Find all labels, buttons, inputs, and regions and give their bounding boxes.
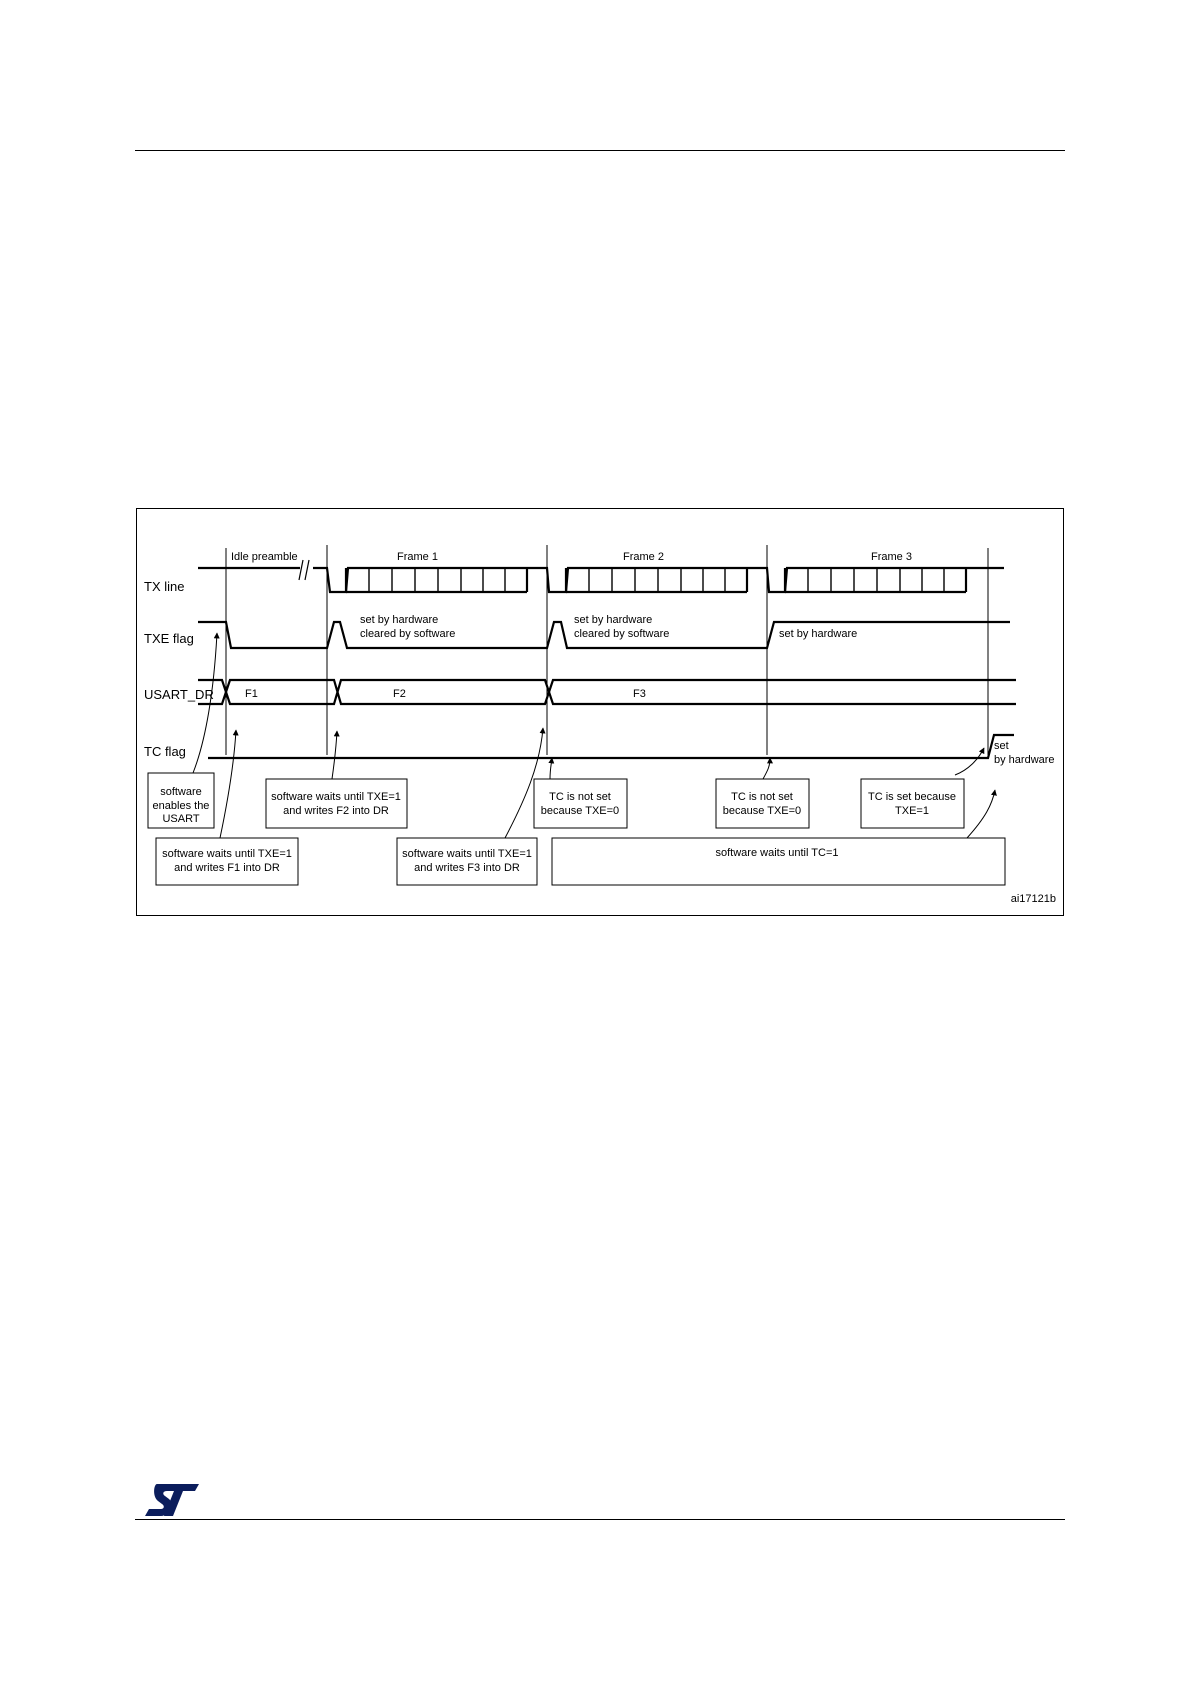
callout-enable-text-2: enables the xyxy=(152,800,210,812)
label-tc-flag: TC flag xyxy=(144,744,186,759)
note-tc-by-hardware: by hardware xyxy=(994,754,1055,766)
tx-bit-cells xyxy=(369,568,944,592)
reference-lines xyxy=(226,545,988,755)
arrow-tc-set-2-icon xyxy=(955,748,984,775)
tx-line-waveform xyxy=(198,568,1004,592)
callout-tc2-text-1: TC is not set xyxy=(731,791,793,803)
callout-f3-text-1: software waits until TXE=1 xyxy=(402,848,532,860)
note-txe-2-cleared: cleared by software xyxy=(574,628,670,640)
arrow-tc-set-icon xyxy=(967,790,995,838)
arrow-f1-icon xyxy=(220,730,236,838)
label-frame-3: Frame 3 xyxy=(871,551,912,563)
label-txe-flag: TXE flag xyxy=(144,631,194,646)
callout-f3-text-2: and writes F3 into DR xyxy=(414,862,520,874)
callout-wait-tc-text: software waits until TC=1 xyxy=(715,847,839,859)
label-tx-line: TX line xyxy=(144,579,185,594)
note-txe-1-cleared: cleared by software xyxy=(360,628,456,640)
callout-write-f2 xyxy=(266,779,407,828)
callout-tcset-text-2: TXE=1 xyxy=(895,805,929,817)
callout-tcset-text-1: TC is set because xyxy=(867,791,957,803)
callout-tc1-text-2: because TXE=0 xyxy=(540,805,620,817)
arrow-tc-2-icon xyxy=(763,758,770,779)
label-f1: F1 xyxy=(245,688,258,700)
label-usart-dr: USART_DR xyxy=(144,687,214,702)
callout-f1-text-1: software waits until TXE=1 xyxy=(162,848,292,860)
note-tc-set: set xyxy=(994,740,1009,752)
note-txe-1-set: set by hardware xyxy=(360,614,439,626)
callout-f1-text-2: and writes F1 into DR xyxy=(174,862,280,874)
callout-tc-set xyxy=(861,779,964,828)
label-f2: F2 xyxy=(393,688,406,700)
arrow-tc-1-icon xyxy=(550,758,552,779)
note-txe-3-set: set by hardware xyxy=(779,628,858,640)
figure-id: ai17121b xyxy=(1010,893,1056,905)
callout-f2-text-1: software waits until TXE=1 xyxy=(271,791,401,803)
callout-enable-text-3: USART xyxy=(162,813,200,825)
arrow-f2-icon xyxy=(332,731,337,779)
callout-tc-not-set-2 xyxy=(716,779,809,828)
callout-wait-tc xyxy=(552,838,1005,885)
callout-tc-not-set-1 xyxy=(534,779,627,828)
callout-f2-text-2: and writes F2 into DR xyxy=(283,805,389,817)
st-logo-icon xyxy=(143,1482,201,1518)
label-idle-preamble: Idle preamble xyxy=(231,551,298,563)
break-mark-icon xyxy=(299,560,309,580)
label-frame-1: Frame 1 xyxy=(397,551,438,563)
label-f3: F3 xyxy=(633,688,646,700)
callout-tc1-text-1: TC is not set xyxy=(549,791,611,803)
label-frame-2: Frame 2 xyxy=(623,551,664,563)
note-txe-2-set: set by hardware xyxy=(574,614,653,626)
tc-flag-waveform xyxy=(208,735,1014,758)
callout-enable-text-1: software xyxy=(160,786,202,798)
callout-tc2-text-2: because TXE=0 xyxy=(722,805,802,817)
usart-dr-bus xyxy=(198,680,1016,704)
